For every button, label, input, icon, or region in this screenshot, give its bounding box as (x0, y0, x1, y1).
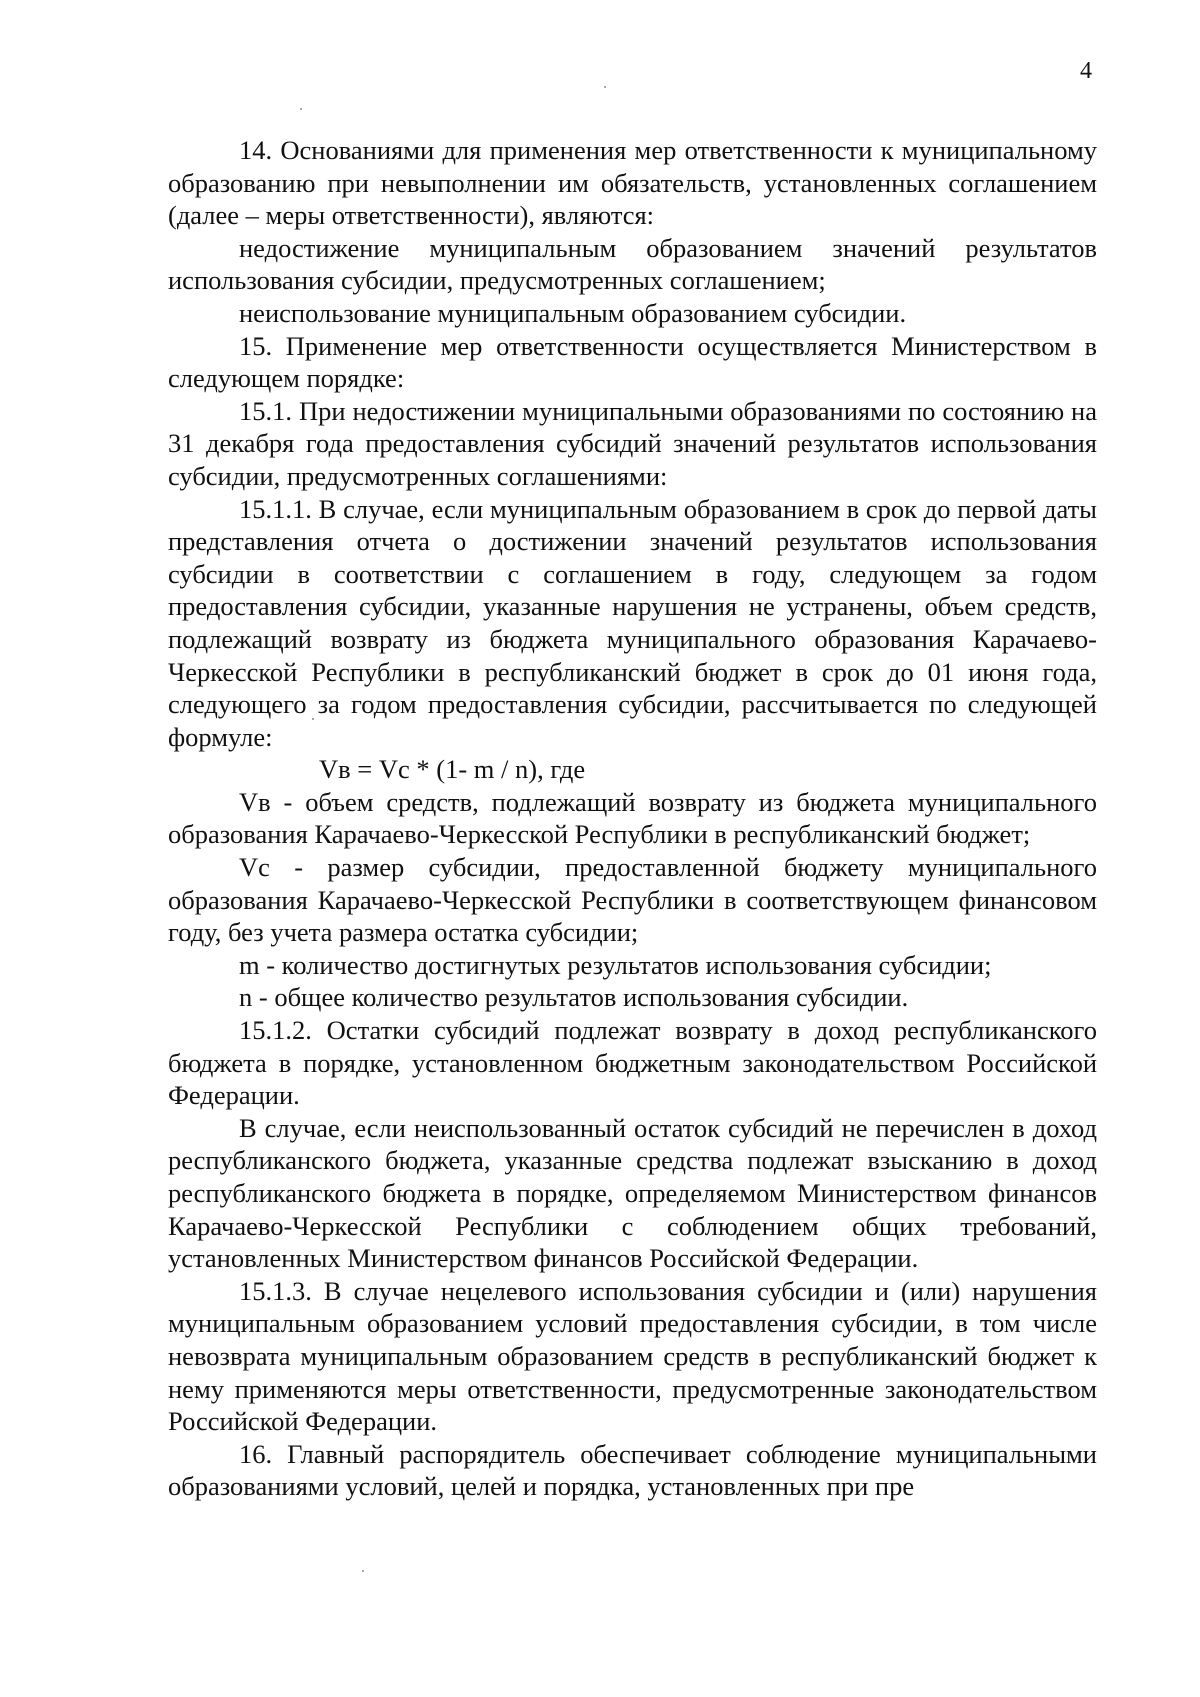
definition-vv: Vв - объем средств, подлежащий возврату из бюджета муниципального образования Карачаево-Черкесской Республики в республиканский бюджет; (168, 786, 1097, 850)
document-body (168, 134, 1097, 1503)
scan-speck (362, 1570, 364, 1572)
definition-vs: Vс - размер субсидии, предоставленной бюджету муниципального образования Карачаево-Черкесской Республики в соответствующем финансовом году, без учета размера остатка субсидии; (168, 852, 1097, 948)
paragraph-15: 15. Применение мер ответственности осуществляется Министерством в следующем порядке: (168, 330, 1097, 394)
definition-m: m - количество достигнутых результатов использования субсидии; (239, 949, 992, 980)
return-formula: Vв = Vс * (1- m / n), где (319, 754, 586, 785)
paragraph-16: 16. Главный распорядитель обеспечивает соблюдение муниципальными образованиями условий, целей и порядка, установленных при пре (168, 1438, 1097, 1502)
paragraph-14-item-1: недостижение муниципальным образованием значений результатов использования субсидии, предусмотренных соглашением; (168, 232, 1097, 296)
paragraph-15-1-2: 15.1.2. Остатки субсидий подлежат возврату в доход республиканского бюджета в порядке, установленном бюджетным законодательством Российской Федерации. (168, 1015, 1097, 1111)
scan-speck (604, 86, 606, 88)
paragraph-15-1: 15.1. При недостижении муниципальными образованиями по состоянию на 31 декабря года предоставления субсидий значений результатов использования субсидии, предусмотренных соглашениями: (168, 395, 1097, 491)
paragraph-15-1-1: 15.1.1. В случае, если муниципальным образованием в срок до первой даты представления отчета о достижении значений результатов использования субсидии в соответствии с соглашением в году, следующем за годом предоставления субсидии, указанные нарушения не устранены, объем средств, подлежащий возврату из бюджета муниципального образования Карачаево-Черкесской Республики в республиканский бюджет в срок до 01 июня года, следующего за годом предоставления субсидии, рассчитывается по следующей формуле: (168, 493, 1097, 752)
paragraph-14-item-2: неиспользование муниципальным образованием субсидии. (239, 297, 907, 328)
definition-n: n - общее количество результатов использования субсидии. (239, 982, 909, 1013)
page-number: 4 (1080, 58, 1092, 84)
scan-speck (300, 108, 302, 110)
paragraph-14: 14. Основаниями для применения мер ответственности к муниципальному образованию при невыполнении им обязательств, установленных соглашением (далее – меры ответственности), являются: (168, 135, 1097, 231)
paragraph-unused-remainder: В случае, если неиспользованный остаток субсидий не перечислен в доход республиканского бюджета, указанные средства подлежат взысканию в доход республиканского бюджета в порядке, определяемом Министерством финансов Карачаево-Черкесской Республики с соблюдением общих требований, установленных Министерством финансов Российской Федерации. (168, 1112, 1097, 1274)
paragraph-15-1-3: 15.1.3. В случае нецелевого использования субсидии и (или) нарушения муниципальным образованием условий предоставления субсидии, в том числе невозврата муниципальным образованием средств в республиканский бюджет к нему применяются меры ответственности, предусмотренные законодательством Российской Федерации. (168, 1275, 1097, 1437)
